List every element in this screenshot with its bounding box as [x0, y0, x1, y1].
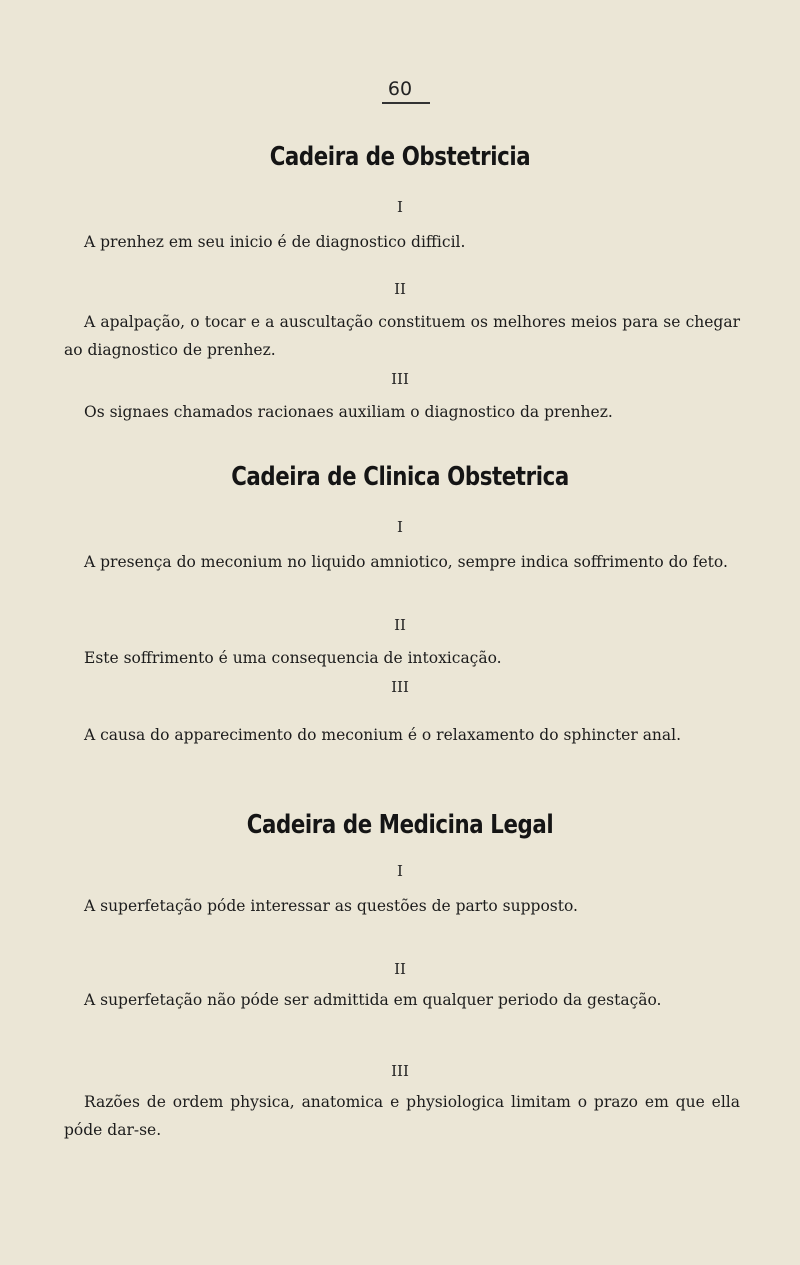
proposition-text: A prenhez em seu inicio é de diagnostico difficil. — [84, 233, 466, 251]
proposition-text: A superfetação póde interessar as questões de parto supposto. — [84, 897, 578, 915]
proposition-numeral: I — [397, 862, 403, 880]
proposition-text: A causa do apparecimento do meconium é o relaxamento do sphincter anal. — [84, 726, 682, 744]
proposition-numeral: II — [394, 960, 406, 978]
section-heading-medicina-legal: Cadeira de Medicina Legal — [246, 810, 554, 840]
section-heading-clinica-obstetrica: Cadeira de Clinica Obstetrica — [231, 462, 569, 492]
proposition-numeral: II — [394, 616, 406, 634]
proposition-text: A apalpação, o tocar e a auscultação constituem os melhores meios para se chegar ao diagnostico de prenhez. — [64, 313, 740, 359]
page-number: 60 — [387, 78, 413, 100]
proposition-text: A superfetação não póde ser admittida em qualquer periodo da gestação. — [84, 991, 662, 1009]
proposition-numeral: III — [391, 370, 409, 388]
proposition-numeral: II — [394, 280, 406, 298]
page-number-rule — [382, 102, 430, 104]
proposition-text: Razões de ordem physica, anatomica e physiologica limitam o prazo em que ella póde dar-se. — [64, 1093, 740, 1139]
proposition-text: Este soffrimento é uma consequencia de intoxicação. — [84, 649, 502, 667]
section-heading-obstetricia: Cadeira de Obstetricia — [269, 142, 531, 172]
proposition-numeral: I — [397, 518, 403, 536]
proposition-numeral: I — [397, 198, 403, 216]
proposition-text: Os signaes chamados racionaes auxiliam o diagnostico da prenhez. — [84, 403, 613, 421]
proposition-numeral: III — [391, 1062, 409, 1080]
proposition-text: A presença do meconium no liquido amniotico, sempre indica soffrimento do feto. — [84, 553, 728, 571]
proposition-numeral: III — [391, 678, 409, 696]
